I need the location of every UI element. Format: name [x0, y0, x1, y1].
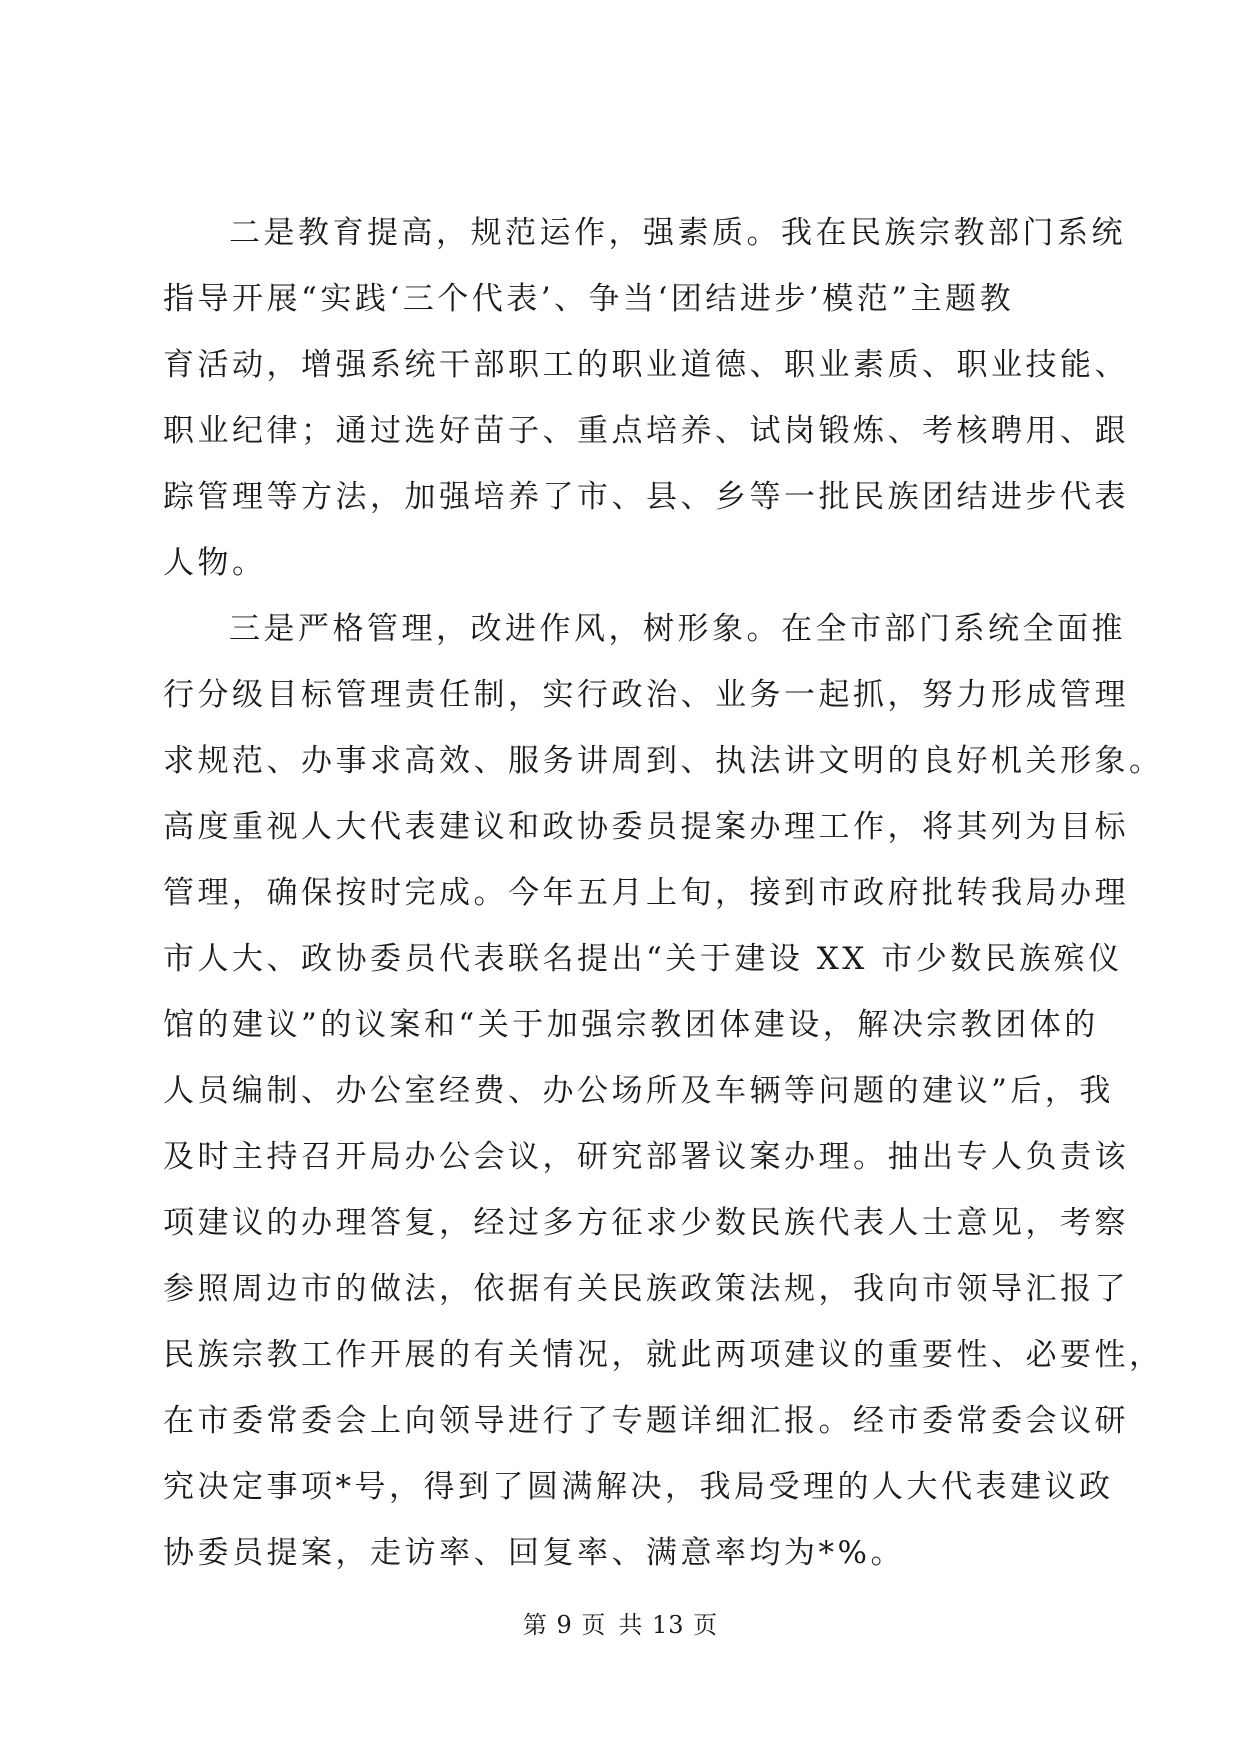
text-line: 及时主持召开局办公会议，研究部署议案办理。抽出专人负责该: [163, 1139, 1129, 1175]
text-line: 高度重视人大代表建议和政协委员提案办理工作，将其列为目标: [163, 809, 1129, 845]
text-line: 管理，确保按时完成。今年五月上旬，接到市政府批转我局办理: [163, 875, 1129, 911]
page-footer: [0, 1605, 1241, 1640]
text-line: 民族宗教工作开展的有关情况，就此两项建议的重要性、必要性，: [163, 1337, 1164, 1373]
document-body: [163, 200, 1164, 1586]
paragraph-1: [163, 200, 1129, 596]
text-line: 育活动，增强系统干部职工的职业道德、职业素质、职业技能、: [163, 347, 1129, 383]
text-line: 职业纪律；通过选好苗子、重点培养、试岗锻炼、考核聘用、跟: [163, 413, 1129, 449]
text-line: 三是严格管理，改进作风，树形象。在全市部门系统全面推: [229, 611, 1126, 647]
text-line: 究决定事项*号，得到了圆满解决，我局受理的人大代表建议政: [163, 1469, 1114, 1505]
text-line: 指导开展“实践‘三个代表’、争当‘团结进步’模范”主题教: [163, 281, 1015, 317]
text-line: 市人大、政协委员代表联名提出“关于建设 XX 市少数民族殡仪: [163, 941, 1123, 977]
paragraph-2: [163, 596, 1164, 1586]
text-line: 人员编制、办公室经费、办公场所及车辆等问题的建议”后，我: [163, 1073, 1114, 1109]
text-line: 参照周边市的做法，依据有关民族政策法规，我向市领导汇报了: [163, 1271, 1129, 1307]
text-line: 踪管理等方法，加强培养了市、县、乡等一批民族团结进步代表: [163, 479, 1129, 515]
text-line: 人物。: [163, 545, 267, 581]
text-line: 馆的建议”的议案和“关于加强宗教团体建设，解决宗教团体的: [163, 1007, 1099, 1043]
text-line: 协委员提案，走访率、回复率、满意率均为*%。: [163, 1535, 905, 1571]
text-line: 在市委常委会上向领导进行了专题详细汇报。经市委常委会议研: [163, 1403, 1129, 1439]
page-total: 共 13 页: [618, 1611, 719, 1639]
page-number: 第 9 页: [522, 1611, 607, 1639]
text-line: 求规范、办事求高效、服务讲周到、执法讲文明的良好机关形象。: [163, 743, 1164, 779]
text-line: 二是教育提高，规范运作，强素质。我在民族宗教部门系统: [229, 215, 1126, 251]
text-line: 项建议的办理答复，经过多方征求少数民族代表人士意见，考察: [163, 1205, 1129, 1241]
text-line: 行分级目标管理责任制，实行政治、业务一起抓，努力形成管理: [163, 677, 1129, 713]
